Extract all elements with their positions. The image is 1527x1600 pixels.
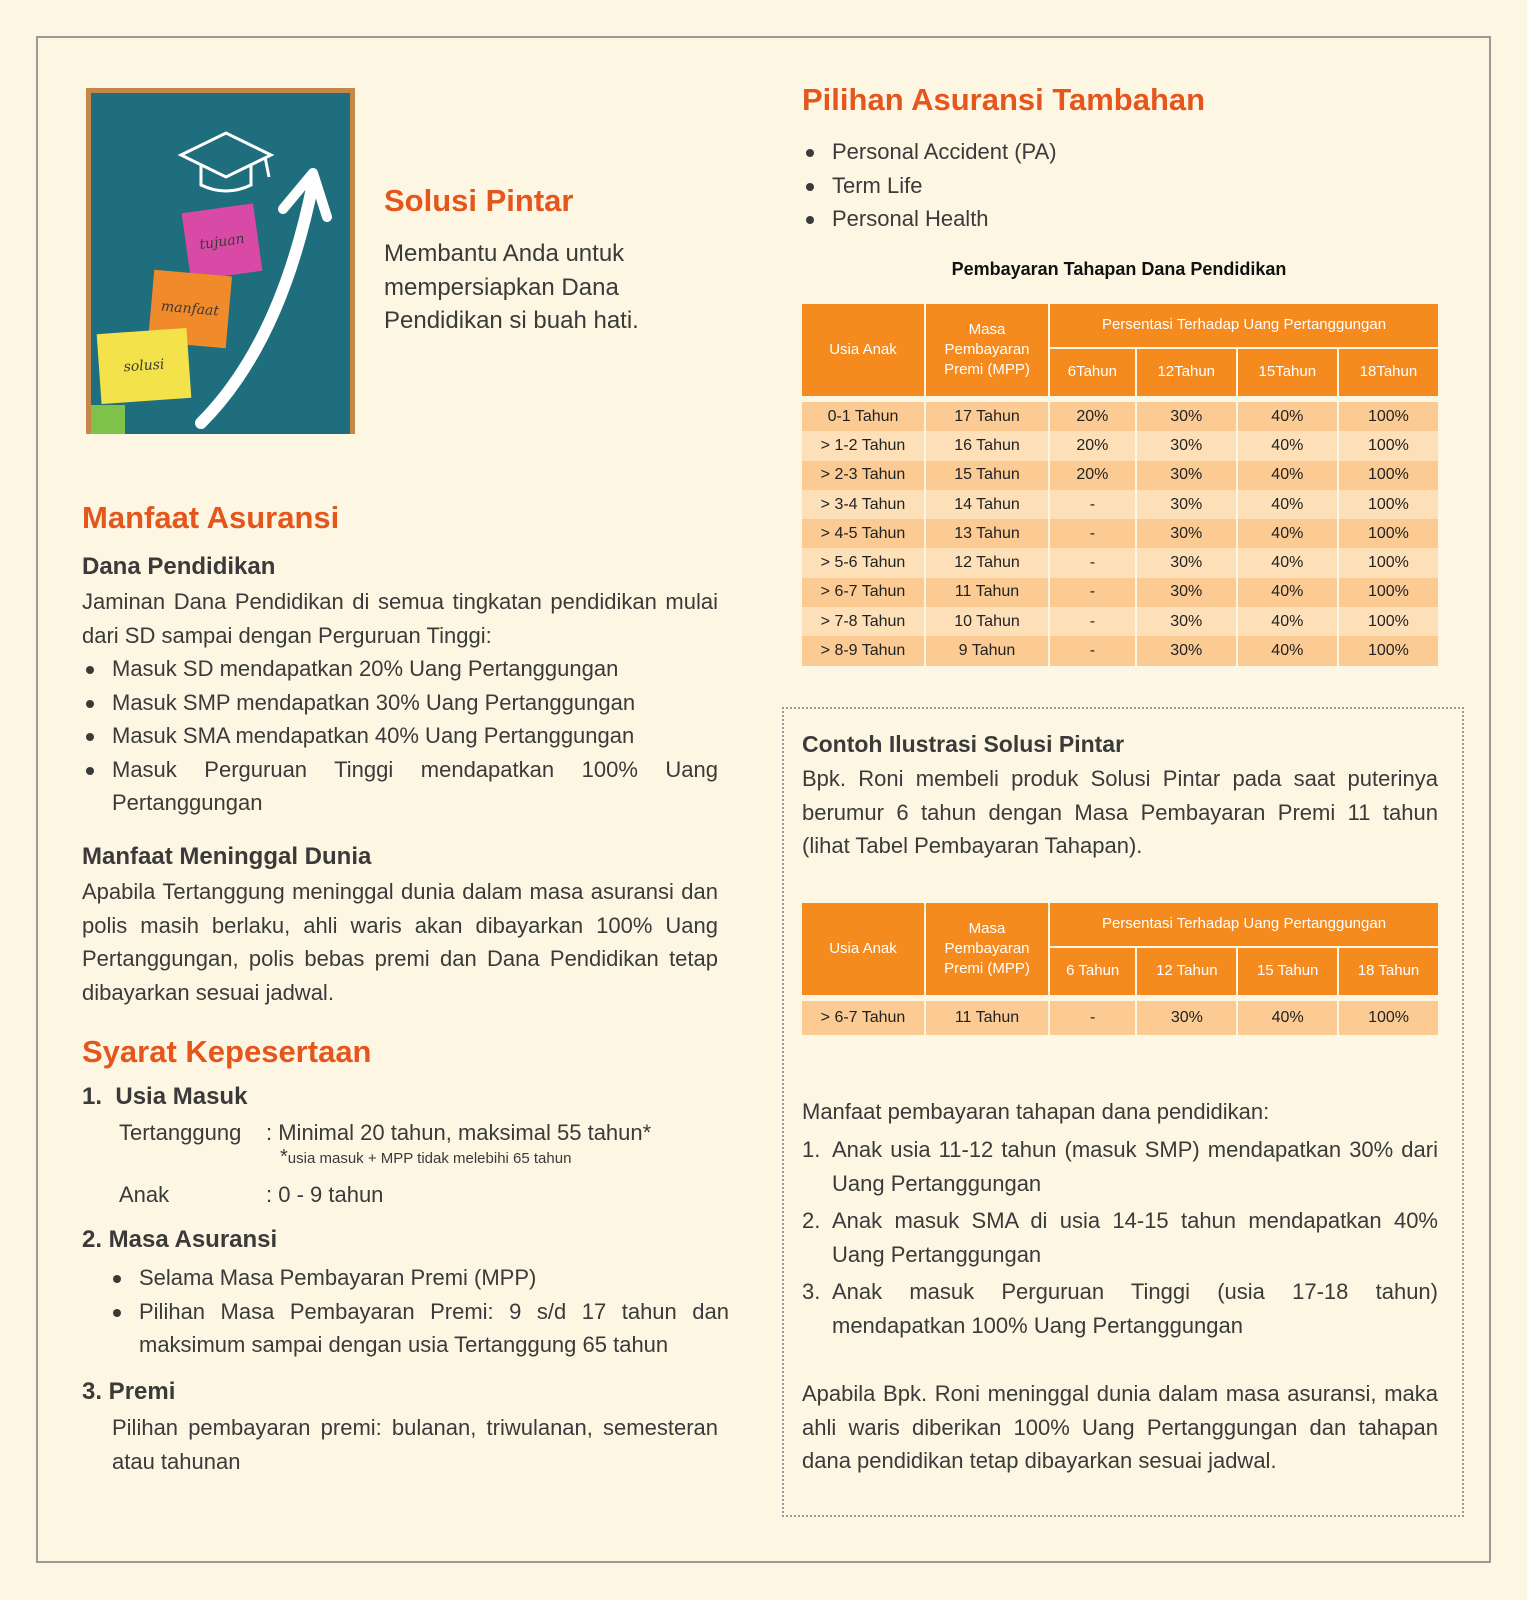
table-cell: 100% — [1339, 636, 1438, 665]
table-cell: 12 Tahun — [926, 548, 1048, 577]
chalkboard-image — [86, 88, 355, 434]
illustration-text: Bpk. Roni membeli produk Solusi Pintar pada saat puterinya berumur 6 tahun dengan Masa Pembayaran Premi 11 tahun (lihat Tabel Pembayaran Tahapan). — [802, 766, 1438, 858]
table-cell: 100% — [1339, 607, 1438, 636]
table-cell: 40% — [1238, 548, 1337, 577]
education-list — [82, 652, 718, 820]
table-cell: 40% — [1238, 578, 1337, 607]
table-cell: 40% — [1238, 607, 1337, 636]
table-cell: 13 Tahun — [926, 519, 1048, 548]
list-item — [802, 1204, 1438, 1271]
table-cell: 100% — [1339, 578, 1438, 607]
table-cell: 20% — [1050, 431, 1135, 460]
cell-mpp: 11 Tahun — [926, 1001, 1048, 1035]
header-year: 12 Tahun — [1137, 948, 1236, 995]
table-cell: 11 Tahun — [926, 578, 1048, 607]
requirements-title: Syarat Kepesertaan — [82, 1034, 372, 1069]
header-mpp: Masa Pembayaran Premi (MPP) — [926, 903, 1048, 995]
table-cell: - — [1050, 578, 1135, 607]
header-year: 6Tahun — [1050, 349, 1135, 396]
sticky-note-text: tujuan — [198, 230, 246, 254]
premium-text: Pilihan pembayaran premi: bulanan, triwulanan, semesteran atau tahunan — [112, 1415, 718, 1474]
sticky-note-tujuan — [182, 203, 263, 280]
table-cell: 40% — [1238, 636, 1337, 665]
sticky-note-text: solusi — [123, 356, 165, 376]
cell-12: 30% — [1137, 1001, 1236, 1035]
table-row — [802, 1001, 1438, 1035]
header-year: 15Tahun — [1238, 349, 1337, 396]
table-cell: > 2-3 Tahun — [802, 461, 924, 490]
table-cell: - — [1050, 519, 1135, 548]
table-cell: 30% — [1137, 636, 1236, 665]
table-row — [802, 519, 1438, 548]
cell-age: > 6-7 Tahun — [802, 1001, 924, 1035]
cell-18: 100% — [1339, 1001, 1438, 1035]
age-heading — [82, 1083, 247, 1111]
item-text: Anak usia 11-12 tahun (masuk SMP) mendapatkan 30% dari Uang Pertanggungan — [832, 1137, 1438, 1196]
table-cell: 30% — [1137, 402, 1236, 431]
table-cell: 15 Tahun — [926, 461, 1048, 490]
table-row — [802, 461, 1438, 490]
table-cell: 30% — [1137, 519, 1236, 548]
death-text: Apabila Tertanggung meninggal dunia dalam masa asuransi dan polis masih berlaku, ahli waris akan dibayarkan 100% Uang Pertanggungan, polis bebas premi dan Dana Pendidikan tetap dibayarkan sesuai jadwal. — [82, 879, 718, 1005]
item-text: Anak masuk Perguruan Tinggi (usia 17-18 tahun) mendapatkan 100% Uang Pertanggungan — [832, 1279, 1438, 1338]
header-year: 15 Tahun — [1238, 948, 1337, 995]
table-cell: 40% — [1238, 402, 1337, 431]
list-item: Masuk Perguruan Tinggi mendapatkan 100% Uang Pertanggungan — [82, 753, 718, 820]
table-cell: 0-1 Tahun — [802, 402, 924, 431]
list-item — [802, 1133, 1438, 1200]
table-cell: - — [1050, 636, 1135, 665]
table-cell: 30% — [1137, 461, 1236, 490]
table-row — [802, 548, 1438, 577]
header-year: 6 Tahun — [1050, 948, 1135, 995]
table-row — [802, 402, 1438, 431]
header-percent: Persentasi Terhadap Uang Pertanggungan — [1050, 304, 1438, 349]
footnote-text: usia masuk + MPP tidak melebihi 65 tahun — [287, 1150, 572, 1167]
list-item: Masuk SMP mendapatkan 30% Uang Pertanggungan — [82, 686, 718, 720]
item-num: 2. — [802, 1208, 821, 1233]
education-heading: Dana Pendidikan — [82, 553, 276, 580]
illustration-benefits — [802, 1133, 1438, 1342]
table-cell: 30% — [1137, 578, 1236, 607]
list-item: Term Life — [802, 169, 1057, 203]
table-cell: 40% — [1238, 461, 1337, 490]
sticky-note-solusi — [97, 328, 192, 404]
cell-6: - — [1050, 1001, 1135, 1035]
illustration-heading: Contoh Ilustrasi Solusi Pintar — [802, 731, 1125, 757]
table-cell: > 4-5 Tahun — [802, 519, 924, 548]
list-item: Personal Health — [802, 202, 1057, 236]
header-age: Usia Anak — [802, 903, 924, 995]
header-age: Usia Anak — [802, 304, 924, 396]
sticky-note-green — [91, 405, 125, 434]
table-cell: 40% — [1238, 490, 1337, 519]
table-cell: 100% — [1339, 490, 1438, 519]
table-cell: > 3-4 Tahun — [802, 490, 924, 519]
table-cell: 40% — [1238, 431, 1337, 460]
period-list — [109, 1261, 729, 1362]
table-cell: > 1-2 Tahun — [802, 431, 924, 460]
age-num: 1. — [82, 1083, 103, 1110]
table-row — [802, 607, 1438, 636]
intro-text: Membantu Anda untuk mempersiapkan Dana Pendidikan si buah hati. — [384, 240, 639, 334]
death-heading: Manfaat Meninggal Dunia — [82, 843, 372, 870]
example-table — [800, 903, 1440, 1035]
premium-heading: 3. Premi — [82, 1378, 176, 1405]
table-cell: 30% — [1137, 548, 1236, 577]
list-item — [802, 1275, 1438, 1342]
benefits-title: Manfaat Asuransi — [82, 500, 340, 535]
table-cell: - — [1050, 607, 1135, 636]
table-cell: > 5-6 Tahun — [802, 548, 924, 577]
table-cell: 16 Tahun — [926, 431, 1048, 460]
insured-label: Tertanggung — [119, 1120, 242, 1145]
schedule-table — [800, 304, 1440, 666]
table-cell: - — [1050, 490, 1135, 519]
table-cell: 100% — [1339, 461, 1438, 490]
item-num: 1. — [802, 1137, 821, 1162]
table-cell: 100% — [1339, 548, 1438, 577]
header-percent: Persentasi Terhadap Uang Pertanggungan — [1050, 903, 1438, 948]
table-cell: 100% — [1339, 402, 1438, 431]
insured-value: : Minimal 20 tahun, maksimal 55 tahun* — [266, 1120, 652, 1145]
table-cell: - — [1050, 548, 1135, 577]
age-heading-text: Usia Masuk — [115, 1083, 248, 1110]
illustration-closing: Apabila Bpk. Roni meninggal dunia dalam masa asuransi, maka ahli waris diberikan 100% Uang Pertanggungan dan tahapan dana pendidikan tetap dibayarkan sesuai jadwal. — [802, 1381, 1438, 1473]
education-text: Jaminan Dana Pendidikan di semua tingkatan pendidikan mulai dari SD sampai dengan Perguruan Tinggi: — [82, 589, 718, 648]
list-item: Masuk SD mendapatkan 20% Uang Pertanggungan — [82, 652, 718, 686]
table-cell: 9 Tahun — [926, 636, 1048, 665]
intro-title: Solusi Pintar — [384, 183, 574, 218]
table-cell: > 6-7 Tahun — [802, 578, 924, 607]
table-cell: 20% — [1050, 402, 1135, 431]
table-cell: 17 Tahun — [926, 402, 1048, 431]
benefits-intro: Manfaat pembayaran tahapan dana pendidikan: — [802, 1099, 1270, 1124]
table-row — [802, 578, 1438, 607]
age-footnote — [280, 1146, 571, 1169]
list-item: Masuk SMA mendapatkan 40% Uang Pertanggungan — [82, 719, 718, 753]
table-cell: 30% — [1137, 607, 1236, 636]
riders-list — [802, 135, 1057, 236]
example-body — [802, 995, 1438, 1035]
table-cell: 20% — [1050, 461, 1135, 490]
item-text: Anak masuk SMA di usia 14-15 tahun mendapatkan 40% Uang Pertanggungan — [832, 1208, 1438, 1267]
table-cell: 30% — [1137, 490, 1236, 519]
header-year: 18Tahun — [1339, 349, 1438, 396]
cell-15: 40% — [1238, 1001, 1337, 1035]
table-cell: > 7-8 Tahun — [802, 607, 924, 636]
footnote-star: * — [280, 1146, 288, 1168]
table-row — [802, 636, 1438, 665]
list-item: Personal Accident (PA) — [802, 135, 1057, 169]
sticky-note-text: manfaat — [160, 298, 220, 320]
table-cell: > 8-9 Tahun — [802, 636, 924, 665]
table-row — [802, 431, 1438, 460]
education-section — [82, 585, 718, 820]
table-cell: 100% — [1339, 431, 1438, 460]
header-year: 12Tahun — [1137, 349, 1236, 396]
table-cell: 100% — [1339, 519, 1438, 548]
list-item: Selama Masa Pembayaran Premi (MPP) — [109, 1261, 729, 1295]
table-cell: 40% — [1238, 519, 1337, 548]
child-label: Anak — [119, 1182, 170, 1207]
item-num: 3. — [802, 1279, 821, 1304]
header-year: 18 Tahun — [1339, 948, 1438, 995]
list-item: Pilihan Masa Pembayaran Premi: 9 s/d 17 tahun dan maksimum sampai dengan usia Tertanggung 65 tahun — [109, 1295, 729, 1362]
table-row — [802, 490, 1438, 519]
table-cell: 10 Tahun — [926, 607, 1048, 636]
table-cell: 30% — [1137, 431, 1236, 460]
child-value: : 0 - 9 tahun — [266, 1182, 384, 1207]
riders-title: Pilihan Asuransi Tambahan — [802, 82, 1206, 117]
table-cell: 14 Tahun — [926, 490, 1048, 519]
period-heading: 2. Masa Asuransi — [82, 1226, 278, 1253]
schedule-table-caption: Pembayaran Tahapan Dana Pendidikan — [951, 259, 1287, 279]
schedule-body — [802, 396, 1438, 666]
header-mpp: Masa Pembayaran Premi (MPP) — [926, 304, 1048, 396]
